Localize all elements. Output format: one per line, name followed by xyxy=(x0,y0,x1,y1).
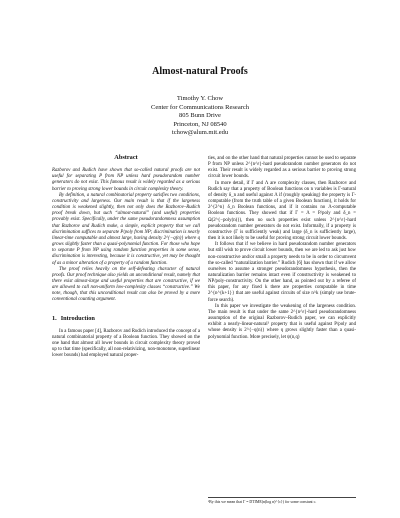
body-paragraph: In this paper we investigate the weakening of the largeness condition. The main result is that under the same 2^{n^ε}-hard pseudorandomness assumption of the original Razborov–Rudich paper, we can explicitly exhibit a nearly-linear-natural¹ property that is useful against P/poly and whose density is 2^{−q(n)} where q grows slightly faster than a quasi-polynomial function. More precisely, let ψ(n,q) xyxy=(208,303,356,340)
author-city: Princeton, NJ 08540 xyxy=(173,120,227,128)
abstract-heading: Abstract xyxy=(114,154,138,161)
section-number: 1. xyxy=(52,314,57,322)
intro-left xyxy=(52,329,200,360)
section-title: Introduction xyxy=(60,314,95,322)
body-paragraph: In a famous paper [4], Razborov and Rudich introduced the concept of a natural combinatorial property of a Boolean function. They showed on the one hand that almost all lower bounds in circuit complexity theory proved up to that time (specifically, all non-relativizing, non-monotone, superlinear lower bounds) had employed natural proper- xyxy=(52,328,200,359)
author-affiliation: Center for Communications Research xyxy=(150,103,249,111)
abstract xyxy=(52,168,200,303)
section-heading xyxy=(52,316,200,322)
right-column xyxy=(208,156,356,341)
abstract-paragraph: Razborov and Rudich have shown that so-called natural proofs are not useful for separating P from NP unless hard pseudorandom number generators do not exist. This famous result is widely regarded as a serious barrier to proving strong lower bounds in circuit complexity theory. xyxy=(52,168,200,192)
author-email: tchow@alum.mit.edu xyxy=(171,129,229,137)
author-name: Timothy Y. Chow xyxy=(176,95,224,102)
body-paragraph: In more detail, if Γ and Λ are complexity classes, then Razborov and Rudich say that a property of Boolean functions on n variables is Γ-natural of density δ_n and useful against Λ if (roughly speaking) the property is Γ-computable (from the truth table of a given Boolean function), it holds for 2^{2^n} δ_n Boolean functions, and if it contains no Λ-computable Boolean functions. They showed that if Γ = Λ = P/poly and δ_n = Ω(2^{−poly(n)}), then no such properties exist unless 2^{n^ε}-hard pseudorandom number generators do not exist. Informally, if a property is constructive (Γ is sufficiently weak) and large (δ_n is sufficiently large), then it is not likely to be useful for proving strong circuit lower bounds. xyxy=(208,180,356,242)
paper-title: Almost-natural Proofs xyxy=(152,66,248,77)
footnote: ¹By this we mean that Γ = DTIME(n(log n)^{c}) for some constant c. xyxy=(208,497,356,505)
body-paragraph: It follows that if we believe in hard pseudorandom number generators but still wish to prove circuit lower bounds, then we are led to ask just how non-constructive and/or small a property needs to be in order to circumvent the so-called “naturalization barrier.” Rudich [6] has shown that if we allow ourselves to assume a stronger pseudorandomness hypothesis, then the naturalization barrier remains intact even if constructivity is weakened to NP/poly-constructivity. On the other hand, as pointed out by a referee of this paper, for any fixed k there are properties computable in time 2^{n^{k+1}} that are useful against circuits of size n^k (simply use brute-force search). xyxy=(208,242,356,303)
author-block xyxy=(0,95,400,138)
body-paragraph: ties, and on the other hand that natural properties cannot be used to separate P from NP unless 2^{n^ε}-hard pseudorandom number generators do not exist. Their result is widely regarded as a serious barrier to proving strong circuit lower bounds. xyxy=(208,156,356,180)
abstract-paragraph: By definition, a natural combinatorial property satisfies two conditions, constructivity and largeness. Our main result is that if the largeness condition is weakened slightly, then not only does the Razborov–Rudich proof break down, but such “almost-natural” (and useful) properties provably exist. Specifically, under the same pseudorandomness assumption that Razborov and Rudich make, a simple, explicit property that we call discrimination suffices to separate P/poly from NP; discrimination is nearly linear-time computable and almost large, having density 2^{−q(n)} where q grows slightly faster than a quasi-polynomial function. For those who hope to separate P from NP using random function properties in some sense, discrimination is interesting, because it is constructive, yet may be thought of as a minor alteration of a property of a random function. xyxy=(52,192,200,266)
author-street: 805 Bunn Drive xyxy=(179,112,221,120)
abstract-paragraph: The proof relies heavily on the self-defeating character of natural proofs. Our proof technique also yields an unconditional result, namely that there exist almost-large and useful properties that are constructive, if we are allowed to call non-uniform low-complexity classes “constructive.” We note, though, that this unconditional result can also be proved by a more conventional counting argument. xyxy=(52,266,200,303)
left-column xyxy=(52,152,200,360)
